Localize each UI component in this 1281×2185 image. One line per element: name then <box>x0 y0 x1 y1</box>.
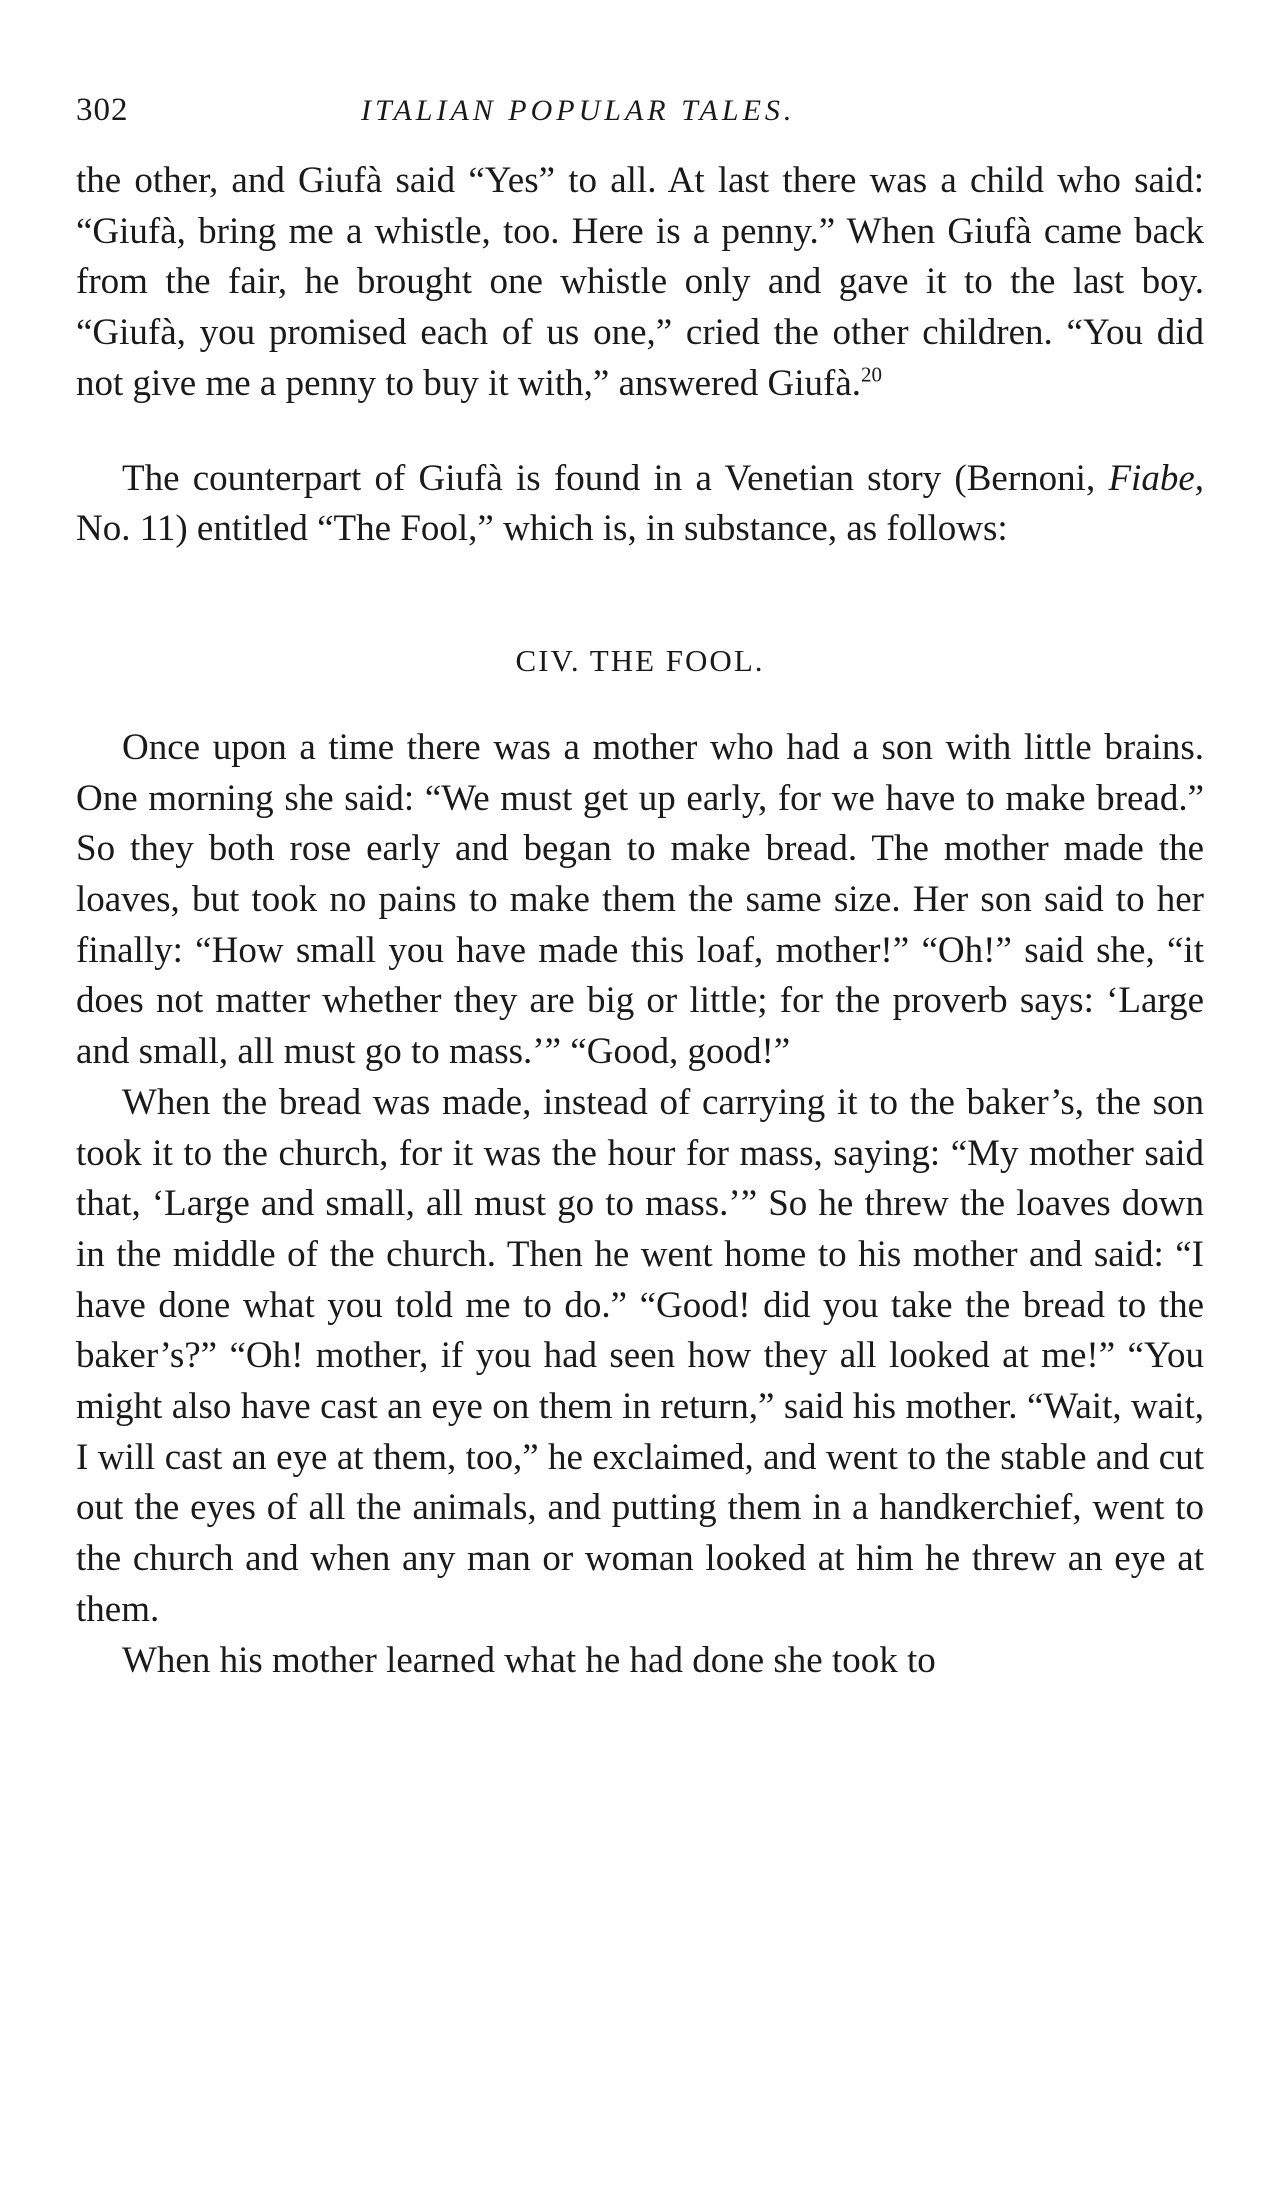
story-paragraph: Once upon a time there was a mother who had a son with little brains. One morning she said: “We must get up early, for we have to make bread.” So they both rose early and began to make bread. The mother made the loaves, but took no pains to make them the same size. Her son said to her finally: “How small you have made this loaf, mother!” “Oh!” said she, “it does not matter whether they are big or little; for the proverb says: ‘Large and small, all must go to mass.’” “Good, good!” <box>76 726 1204 1073</box>
paragraph-text: the other, and Giufà said “Yes” to all. At last there was a child who said: “Giufà, bring me a whistle, too. Here is a penny.” When Giufà came back from the fair, he brought one whistle only and gave it to the last boy. “Giufà, you promised each of us one,” cried the other children. “You did not give me a penny to buy it with,” answered Giufà. <box>76 160 1204 404</box>
footnote-mark: 20 <box>861 362 883 387</box>
intro-text-before: The counterpart of Giufà is found in a Venetian story (Bernoni, <box>122 457 1109 499</box>
book-page <box>76 92 1204 1686</box>
paragraph-venetian-intro <box>76 454 1204 555</box>
section-title: CIV. THE FOOL. <box>515 642 765 678</box>
book-title-italic: Fiabe, <box>1108 457 1204 499</box>
story-paragraph: When the bread was made, instead of carrying it to the baker’s, the son took it to the church, for it was the hour for mass, saying: “My mother said that, ‘Large and small, all must go to mass.’” So he threw the loaves down in the middle of the church. Then he went home to his mother and said: “I have done what you told me to do.” “Good! did you take the bread to the baker’s?” “Oh! mother, if you had seen how they all looked at me!” “You might also have cast an eye on them in return,” said his mother. “Wait, wait, I will cast an eye at them, too,” he exclaimed, and went to the stable and cut out the eyes of all the animals, and putting them in a handkerchief, went to the church and when any man or woman looked at him he threw an eye at them. <box>76 1081 1204 1630</box>
page-number: 302 <box>76 92 129 128</box>
paragraph-giufa-conclusion <box>76 156 1204 410</box>
story-paragraph: When his mother learned what he had done she took to <box>122 1639 936 1681</box>
running-title: ITALIAN POPULAR TALES. <box>361 94 796 127</box>
intro-text-after: No. 11) entitled “The Fool,” which is, in substance, as follows: <box>76 508 1008 550</box>
running-head <box>76 92 1204 144</box>
